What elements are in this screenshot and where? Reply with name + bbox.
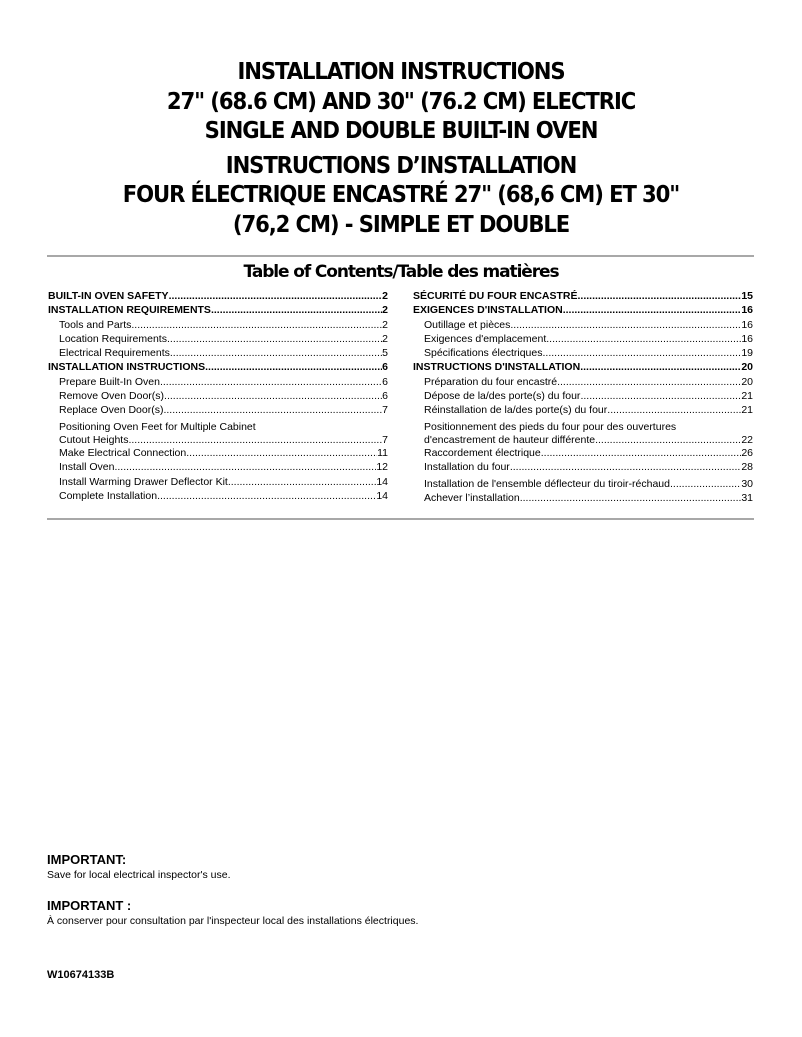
leader-dots — [580, 389, 741, 403]
leader-dots — [510, 318, 741, 332]
toc-entry[interactable]: Spécifications électriques ..... 19 — [413, 346, 753, 360]
leader-dots — [670, 477, 741, 491]
important-heading: IMPORTANT: — [47, 852, 127, 867]
leader-dots — [160, 375, 382, 389]
toc-entry[interactable]: Outillage et pièces ..... 16 — [413, 318, 753, 332]
document-title — [0, 58, 802, 240]
title-fr-line-3: (76,2 CM) - SIMPLE ET DOUBLE — [232, 211, 570, 238]
document-number: W10674133B — [47, 969, 115, 981]
toc-entry[interactable]: Tools and Parts ..... 2 — [48, 318, 388, 332]
important-notice-en — [47, 852, 231, 882]
toc-entry[interactable]: INSTRUCTIONS D'INSTALLATION ..... 20 — [413, 360, 753, 374]
toc-entry[interactable]: Install Warming Drawer Deflector Kit ..... 14 — [48, 475, 388, 489]
toc-entry-line-1[interactable]: Positionnement des pieds du four pour des ouvertures — [424, 420, 677, 433]
toc-entry[interactable]: Exigences d'emplacement ..... 16 — [413, 332, 753, 346]
toc-entry[interactable]: Complete Installation ..... 14 — [48, 489, 388, 503]
toc-entry[interactable]: Dépose de la/des porte(s) du four ..... 21 — [413, 389, 753, 403]
toc-column-french — [413, 289, 753, 505]
leader-dots — [128, 434, 382, 446]
leader-dots — [167, 332, 382, 346]
leader-dots — [114, 460, 376, 474]
leader-dots — [607, 403, 741, 417]
leader-dots — [563, 303, 742, 317]
leader-dots — [541, 446, 742, 460]
leader-dots — [164, 389, 382, 403]
toc-entry[interactable]: Install Oven ..... 12 — [48, 460, 388, 474]
toc-entry[interactable]: Installation du four ..... 28 — [413, 460, 753, 474]
leader-dots — [546, 332, 741, 346]
toc-entry-line-1[interactable]: Positioning Oven Feet for Multiple Cabinet — [59, 420, 256, 433]
leader-dots — [510, 460, 742, 474]
toc-entry[interactable]: INSTALLATION REQUIREMENTS ..... 2 — [48, 303, 388, 317]
toc-entry[interactable]: Location Requirements ..... 2 — [48, 332, 388, 346]
toc-column-english — [48, 289, 388, 503]
toc-entry[interactable]: INSTALLATION INSTRUCTIONS ..... 6 — [48, 360, 388, 374]
leader-dots — [163, 403, 382, 417]
toc-entry[interactable]: Achever l’installation ..... 31 — [413, 491, 753, 505]
bottom-divider — [47, 518, 754, 520]
top-divider — [47, 255, 754, 257]
leader-dots — [186, 446, 377, 460]
important-text: À conserver pour consultation par l'inspecteur local des installations électriques. — [47, 915, 419, 927]
toc-entry[interactable]: d'encastrement de hauteur différente ..... 22 — [413, 434, 753, 446]
toc-entry[interactable]: BUILT-IN OVEN SAFETY ..... 2 — [48, 289, 388, 303]
leader-dots — [205, 360, 382, 374]
toc-entry[interactable]: Préparation du four encastré ..... 20 — [413, 375, 753, 389]
leader-dots — [131, 318, 382, 332]
leader-dots — [169, 289, 383, 303]
leader-dots — [542, 346, 741, 360]
toc-entry[interactable]: Replace Oven Door(s) ..... 7 — [48, 403, 388, 417]
leader-dots — [580, 360, 741, 374]
leader-dots — [520, 491, 742, 505]
leader-dots — [595, 434, 741, 446]
leader-dots — [557, 375, 741, 389]
toc-entry[interactable]: EXIGENCES D'INSTALLATION ..... 16 — [413, 303, 753, 317]
toc-entry[interactable]: Remove Oven Door(s) ..... 6 — [48, 389, 388, 403]
toc-entry[interactable]: Raccordement électrique ..... 26 — [413, 446, 753, 460]
title-en-line-2: 27" (68.6 CM) AND 30" (76.2 CM) ELECTRIC — [166, 88, 636, 115]
toc-entry[interactable]: Cutout Heights ..... 7 — [48, 434, 388, 446]
title-en-line-1: INSTALLATION INSTRUCTIONS — [237, 59, 565, 85]
toc-entry[interactable]: Prepare Built-In Oven ..... 6 — [48, 375, 388, 389]
toc-entry[interactable]: SÉCURITÉ DU FOUR ENCASTRÉ ..... 15 — [413, 289, 753, 303]
leader-dots — [211, 303, 382, 317]
toc-entry[interactable]: Réinstallation de la/des porte(s) du four ..... 21 — [413, 403, 753, 417]
toc-entry[interactable]: Electrical Requirements ..... 5 — [48, 346, 388, 360]
leader-dots — [578, 289, 742, 303]
leader-dots — [228, 475, 376, 489]
leader-dots — [157, 489, 376, 503]
important-text: Save for local electrical inspector's use. — [47, 869, 231, 881]
title-fr-line-2: FOUR ÉLECTRIQUE ENCASTRÉ 27" (68,6 CM) ET 30" — [122, 182, 680, 208]
important-notice-fr — [47, 898, 418, 928]
toc-entry[interactable]: Make Electrical Connection ..... 11 — [48, 446, 388, 460]
toc-entry[interactable]: Installation de l'ensemble déflecteur du tiroir-réchaud ..... 30 — [413, 477, 753, 491]
title-fr-line-1: INSTRUCTIONS D’INSTALLATION — [225, 152, 577, 179]
toc-title: Table of Contents/Table des matières — [243, 262, 559, 282]
title-en-line-3: SINGLE AND DOUBLE BUILT-IN OVEN — [204, 118, 598, 144]
leader-dots — [170, 346, 382, 360]
important-heading: IMPORTANT : — [47, 898, 132, 913]
